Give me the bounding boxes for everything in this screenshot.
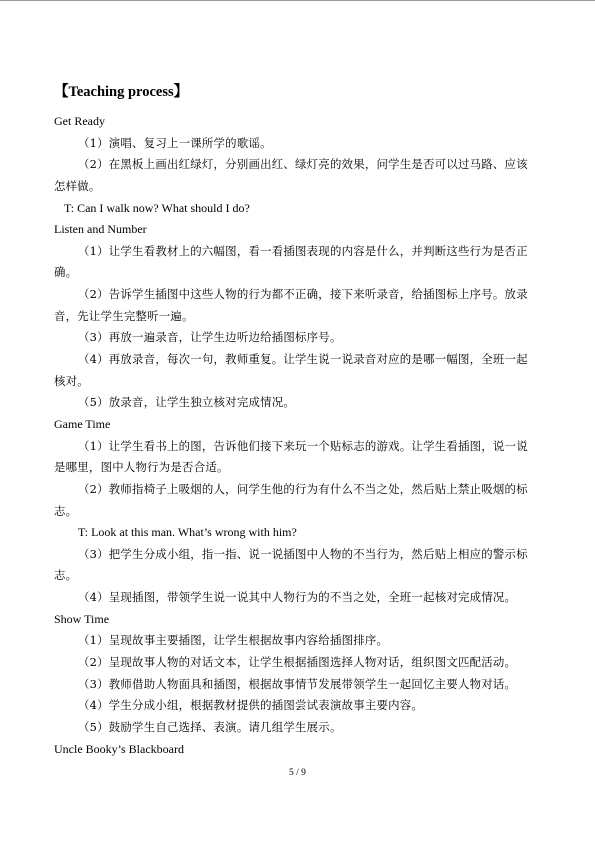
heading-listen-and-number: Listen and Number bbox=[54, 222, 147, 237]
paragraph-line: 确。 bbox=[54, 265, 78, 280]
paragraph-line: 志。 bbox=[54, 568, 78, 583]
heading-game-time: Game Time bbox=[54, 416, 111, 431]
paragraph-line: （3）再放一遍录音，让学生边听边给插图标序号。 bbox=[78, 330, 342, 345]
document-body bbox=[54, 81, 541, 760]
paragraph-line: （5）放录音，让学生独立核对完成情况。 bbox=[78, 395, 296, 410]
section-title: 【Teaching process】 bbox=[54, 84, 189, 100]
teacher-line: T: Can I walk now? What should I do? bbox=[64, 200, 250, 215]
paragraph-line: （1）呈现故事主要插图，让学生根据故事内容给插图排序。 bbox=[78, 633, 389, 648]
paragraph-line: （2）呈现故事人物的对话文本，让学生根据插图选择人物对话，组织图文匹配活动。 bbox=[78, 655, 517, 670]
paragraph-line: 志。 bbox=[54, 503, 78, 518]
paragraph-line: （4）再放录音，每次一句，教师重复。让学生说一说录音对应的是哪一幅图，全班一起 bbox=[78, 352, 528, 367]
heading-get-ready: Get Ready bbox=[54, 114, 105, 128]
paragraph-line: （1）演唱、复习上一课所学的歌谣。 bbox=[78, 135, 272, 150]
paragraph-line: （4）呈现插图，带领学生说一说其中人物行为的不当之处，全班一起核对完成情况。 bbox=[78, 590, 517, 605]
paragraph-line: （1）让学生看教材上的六幅图，看一看插图表现的内容是什么，并判断这些行为是否正 bbox=[78, 243, 528, 258]
paragraph-line: （2）在黑板上画出红绿灯，分别画出红、绿灯亮的效果，问学生是否可以过马路、应该 bbox=[78, 157, 528, 172]
heading-uncle-booky-blackboard: Uncle Booky’s Blackboard bbox=[54, 741, 184, 756]
paragraph-line: 音，先让学生完整听一遍。 bbox=[54, 308, 194, 323]
paragraph-line: （1）让学生看书上的图，告诉他们接下来玩一个贴标志的游戏。让学生看插图，说一说 bbox=[78, 438, 528, 453]
paragraph-line: （2）告诉学生插图中这些人物的行为都不正确，接下来听录音，给插图标上序号。放录 bbox=[78, 287, 528, 302]
page-number: 5 / 9 bbox=[289, 768, 306, 778]
heading-show-time: Show Time bbox=[54, 611, 110, 626]
teacher-line: T: Look at this man. What’s wrong with him? bbox=[78, 525, 297, 540]
paragraph-line: （2）教师指椅子上吸烟的人，问学生他的行为有什么不当之处，然后贴上禁止吸烟的标 bbox=[78, 481, 528, 496]
paragraph-line: （5）鼓励学生自己选择、表演。请几组学生展示。 bbox=[78, 719, 342, 734]
paragraph-line: 核对。 bbox=[54, 373, 89, 388]
paragraph-line: （3）教师借助人物面具和插图，根据故事情节发展带领学生一起回忆主要人物对话。 bbox=[78, 676, 517, 691]
paragraph-line: （4）学生分成小组，根据教材提供的插图尝试表演故事主要内容。 bbox=[78, 698, 424, 713]
top-rule bbox=[0, 0, 595, 1]
paragraph-line: （3）把学生分成小组，指一指、说一说插图中人物的不当行为，然后贴上相应的警示标 bbox=[78, 546, 528, 561]
paragraph-line: 怎样做。 bbox=[54, 178, 101, 193]
paragraph-line: 是哪里，图中人物行为是否合适。 bbox=[54, 460, 229, 475]
